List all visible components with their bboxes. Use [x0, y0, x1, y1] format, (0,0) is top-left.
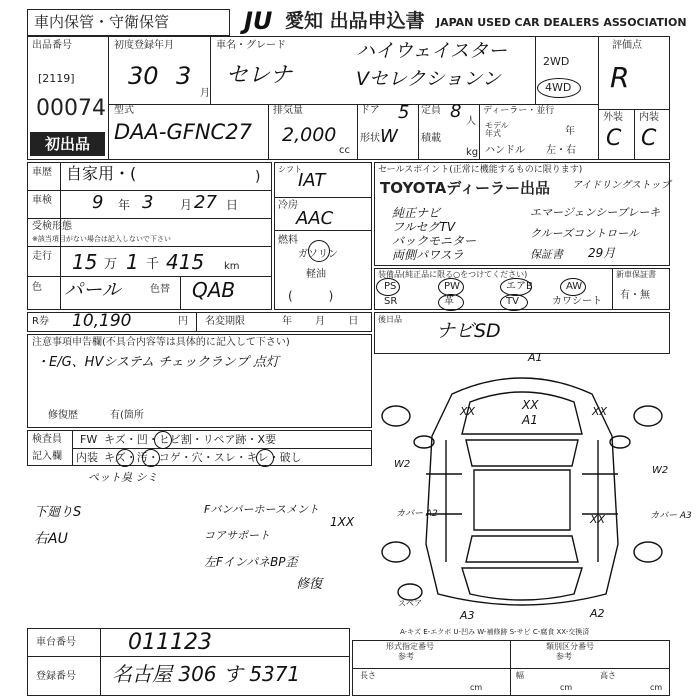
diag-mark-9: カバー A3 [650, 511, 692, 521]
recycle-amount: 10,190 [72, 311, 132, 331]
receipt-label: 受検形態 [32, 221, 72, 232]
equipment-label: 装備品(純正品に限る○をつけてください) [378, 270, 528, 279]
height-unit: cm [650, 683, 663, 692]
lot-number: 00074 [36, 96, 106, 121]
inspector-interior-label: 内装 [76, 451, 98, 464]
chassis-label: 車台番号 [36, 637, 76, 648]
lot-label: 出品番号 [32, 40, 72, 51]
mileage-label: 走行 [32, 251, 52, 262]
fuel-diesel: 軽油 [306, 269, 326, 280]
diag-mark-4: XX [460, 405, 476, 418]
diag-mark-8: カバー A2 [396, 509, 438, 519]
mark-circle-1 [154, 431, 172, 449]
remark-1: 下廻りS [34, 505, 82, 520]
transmission-value: IAT [298, 170, 326, 191]
usage-value: 自家用・( [66, 164, 137, 183]
notes-frame [27, 334, 372, 428]
sales-months: 29月 [588, 246, 616, 260]
inspector-note: ペット臭 シミ [88, 471, 158, 484]
model-code: DAA-GFNC27 [114, 120, 252, 144]
mileage-unit: km [224, 261, 240, 272]
first-listing-badge: 初出品 [30, 132, 105, 156]
drive-2wd: 2WD [543, 55, 570, 68]
diag-mark-10: XX [590, 513, 606, 526]
diag-legend: A-キズ E-エクボ U-凹み W-補修跡 S-サビ C-腐食 XX-交換済 [400, 628, 590, 636]
mileage-sen-unit: 千 [146, 257, 160, 272]
diag-mark-1: A1 [528, 351, 543, 364]
ju-logo: JU [244, 7, 273, 35]
inspection-label: 車検 [32, 195, 52, 206]
equip-ps: PS [384, 281, 397, 292]
sales-item-3: バックモニター [392, 234, 477, 248]
sales-item-4: 両側パワスラ [392, 248, 464, 262]
type-ref: 参考 [398, 652, 414, 661]
class-label: 類別区分番号 [546, 642, 594, 651]
inspector-fw: FW [80, 433, 98, 446]
fuel-label: 燃料 [278, 235, 298, 246]
chassis-number: 011123 [128, 630, 212, 655]
doors-label: ドア [360, 105, 380, 116]
sales-item-1: 純正ナビ [392, 206, 441, 220]
shape-value: W [380, 126, 398, 147]
registration-year: 30 [128, 62, 159, 90]
equip-sr: SR [384, 296, 398, 307]
equip-airbag: エアB [506, 281, 533, 292]
vehicle-grade-1: ハイウェイスター [356, 40, 508, 62]
inspection-year-unit: 年 [118, 198, 131, 212]
height-label: 高さ [600, 671, 616, 680]
interior-grade: C [641, 126, 657, 151]
displacement-value: 2,000 [282, 124, 337, 146]
cooling-label: 冷房 [278, 200, 298, 211]
color-label: 色 [32, 282, 42, 293]
sales-item-5: エマージェンシーブレーキ [530, 206, 661, 219]
diag-spare: スペア [398, 599, 422, 608]
shape-label: 形状 [360, 133, 380, 144]
load-label: 積載 [421, 133, 441, 144]
recycle-unit: 円 [178, 316, 188, 327]
fuel-circle [308, 240, 330, 262]
remark-7: 修復 [296, 577, 323, 592]
remark-4: コアサポート [204, 529, 270, 542]
fuel-parens: ( ) [288, 289, 334, 303]
color-value: パール [64, 279, 121, 301]
displacement-label: 排気量 [273, 105, 303, 116]
load-unit: kg [466, 147, 479, 158]
equip-circle-ps [376, 278, 400, 296]
registration-month: 3 [176, 62, 192, 90]
notes-label: 注意事項申告欄(不具合内容等は具体的に記入して下さい) [32, 337, 290, 348]
inspection-month: 3 [142, 192, 154, 213]
remark-3: Fバンパーホースメント [204, 503, 320, 516]
dealer-label: ディーラー・並行 [483, 106, 555, 116]
warranty-label: 新車保証書 [616, 270, 656, 279]
fuel-gas: ガソリン [298, 249, 338, 260]
length-label: 長さ [360, 671, 376, 680]
org-title: 愛知 出品申込書 [285, 10, 425, 32]
equip-leather: 革 [444, 296, 454, 307]
evaluation-label: 評価点 [612, 40, 642, 51]
inspector-label-2: 記入欄 [32, 451, 62, 462]
width-label: 幅 [516, 671, 524, 680]
color-code: QAB [192, 278, 236, 302]
diag-mark-11: A3 [460, 609, 475, 622]
lot-code: [2119] [38, 72, 75, 85]
name-change-label: 名変期限 [205, 316, 245, 327]
sales-toyota: TOYOTAディーラー出品 [380, 179, 551, 197]
drive-4wd: 4WD [545, 81, 572, 94]
class-ref: 参考 [556, 652, 572, 661]
equip-aw: AW [566, 281, 583, 292]
equip-tv: TV [506, 296, 519, 307]
handle-label: ハンドル [485, 145, 525, 156]
mileage-man: 15 [72, 250, 98, 274]
model-year-label-2: 年式 [485, 129, 501, 138]
equip-circle-leather [438, 294, 464, 311]
usage-label: 車歴 [32, 167, 52, 178]
mark-circle-2 [116, 449, 134, 467]
capacity-label: 定員 [421, 105, 441, 116]
mileage-sen: 1 [126, 250, 139, 274]
sales-extra: 保証書 [530, 248, 563, 261]
handle-options: 左・右 [546, 145, 576, 156]
name-change-units: 年 月 日 [282, 316, 369, 327]
reg-number: 名古屋 306 す 5371 [112, 662, 301, 686]
equip-circle-aw [560, 278, 586, 296]
width-unit: cm [560, 683, 573, 692]
year-unit: 年 [565, 126, 575, 137]
car-diagram [374, 351, 670, 626]
diag-mark-7: W2 [652, 465, 669, 476]
inspector-label-1: 検査員 [32, 434, 62, 445]
remark-5: 左FインパネBP歪 [204, 555, 298, 569]
doors-value: 5 [398, 102, 410, 123]
vehicle-name-label: 車名・グレード [216, 40, 286, 51]
inspection-day-unit: 日 [226, 198, 239, 212]
vehicle-grade-2: Vセレクションン [356, 68, 501, 90]
recycle-label: R券 [32, 316, 49, 327]
vehicle-name: セレナ [226, 63, 293, 88]
inspection-day: 27 [194, 192, 217, 213]
diag-mark-2: XX [522, 398, 539, 412]
storage-note: 車内保管・守衛保管 [34, 13, 170, 31]
registration-label: 初度登録年月 [114, 40, 174, 51]
reg-label: 登録番号 [36, 671, 76, 682]
equip-seat: カワシート [552, 296, 602, 307]
mark-circle-4 [256, 449, 274, 467]
displacement-unit: cc [339, 145, 350, 156]
inspection-month-unit: 月 [180, 198, 193, 212]
mileage-rest: 415 [166, 250, 205, 274]
inspector-row-2: キズ・汚・コゲ・穴・スレ・キレ・破し [104, 451, 302, 464]
inspection-year: 9 [92, 192, 104, 213]
evaluation-score: R [610, 61, 630, 94]
post-note-label: 後日品 [378, 315, 402, 324]
color-code-label: 色替 [150, 284, 170, 295]
sales-item-6: クルーズコントロール [530, 227, 639, 240]
remark-2: 右AU [34, 531, 68, 547]
capacity-value: 8 [450, 101, 462, 122]
cooling-value: AAC [296, 208, 334, 229]
org-english: JAPAN USED CAR DEALERS ASSOCIATION [436, 16, 687, 29]
repair-value: 有(箇所 [110, 410, 144, 421]
diag-mark-3: A1 [522, 413, 538, 427]
receipt-note: ※該当項目がない場合は記入しないで下さい [32, 235, 171, 243]
mileage-man-unit: 万 [104, 257, 118, 272]
model-label: 型式 [114, 105, 134, 116]
diag-mark-6: W2 [394, 459, 411, 470]
sales-label: セールスポイント(正常に機能するものに限ります) [378, 165, 583, 175]
sales-item-2: フルセグTV [392, 220, 456, 234]
type-label: 形式指定番号 [386, 642, 434, 651]
usage-close: ) [255, 169, 261, 185]
mark-circle-3 [142, 449, 160, 467]
model-year-label-1: モデル [485, 121, 509, 130]
interior-label: 内装 [639, 112, 659, 123]
equip-pw: PW [444, 281, 460, 292]
sales-item-7: アイドリングストップ [572, 180, 671, 191]
warranty-options: 有・無 [620, 290, 650, 301]
equip-circle-tv [500, 294, 528, 311]
diag-mark-12: A2 [590, 607, 605, 620]
repair-label: 修復歴 [48, 410, 78, 421]
transmission-label: シフト [278, 165, 302, 174]
post-note-value: ナビSD [436, 320, 501, 342]
inspector-row-1: キズ・凹・ヒビ割・リペア跡・X要 [104, 433, 277, 446]
capacity-unit: 人 [466, 116, 476, 127]
remark-6: 1XX [330, 515, 355, 529]
exterior-grade: C [606, 126, 622, 151]
exterior-label: 外装 [603, 112, 623, 123]
length-unit: cm [470, 683, 483, 692]
registration-month-unit: 月 [200, 88, 210, 99]
notes-line-1: ・E/G、HVシステム チェックランプ 点灯 [36, 355, 279, 370]
post-note-frame [374, 312, 670, 354]
diag-mark-5: XX [592, 405, 608, 418]
